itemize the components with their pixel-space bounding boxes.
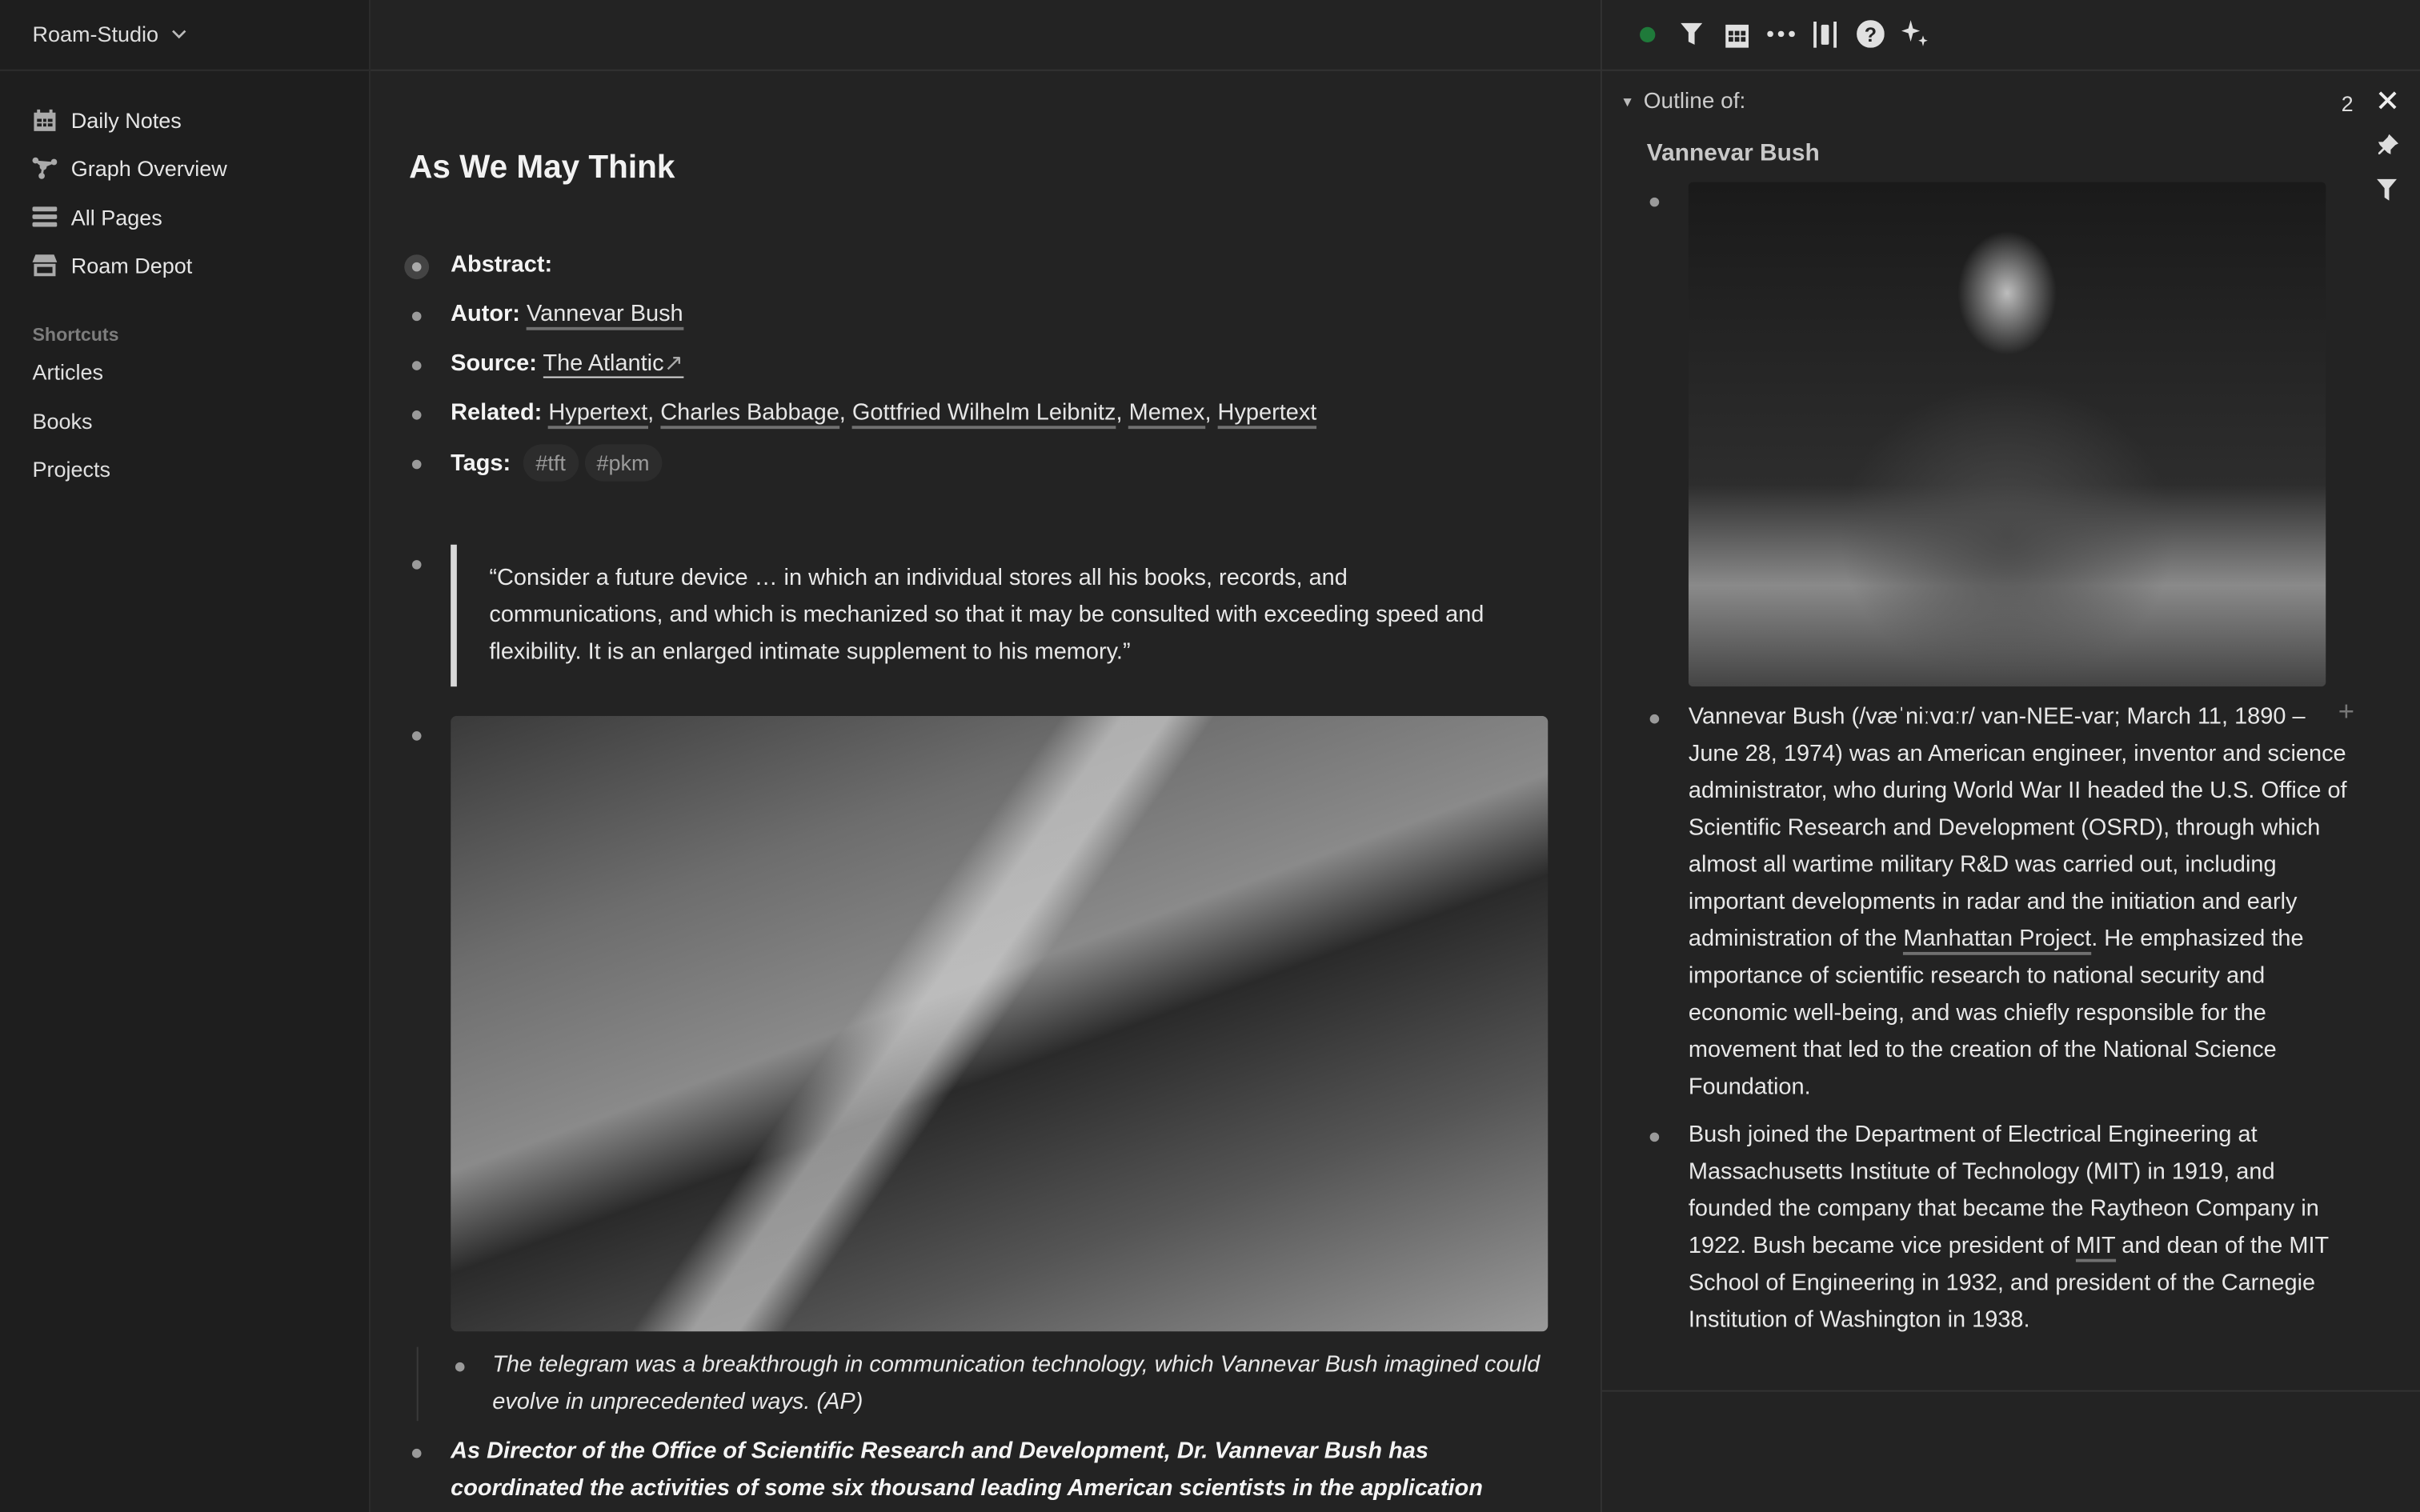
chevron-down-icon xyxy=(170,29,186,39)
bio-text xyxy=(1689,1117,2357,1339)
nav-label: All Pages xyxy=(70,205,162,230)
topbar xyxy=(371,0,2420,71)
block-quote[interactable] xyxy=(409,545,1539,686)
block-related[interactable] xyxy=(409,395,1316,432)
close-icon[interactable] xyxy=(2377,90,2398,119)
store-icon xyxy=(32,254,57,278)
bullet[interactable] xyxy=(409,1434,451,1508)
nav-label: Roam Depot xyxy=(70,253,193,278)
shortcuts-heading: Shortcuts xyxy=(32,323,119,346)
bullet[interactable] xyxy=(409,444,451,482)
list-icon xyxy=(32,205,57,230)
external-link-icon: ↗ xyxy=(663,350,683,377)
page-ref[interactable]: Memex xyxy=(1129,399,1205,429)
shortcuts-list xyxy=(32,359,110,505)
block-tags[interactable] xyxy=(409,444,662,482)
sidebar-item-graph-overview[interactable] xyxy=(32,144,226,193)
divider xyxy=(1602,1390,2420,1392)
separator: , xyxy=(839,399,852,426)
sidebar-panel-icon[interactable] xyxy=(1812,18,1840,50)
separator: , xyxy=(1204,399,1218,426)
image-caption: The telegram was a breakthrough in communication technology, which Vannevar Bush imagined could evolve in unprecedented ways. (AP) xyxy=(492,1351,1541,1415)
caret-down-icon[interactable]: ▼ xyxy=(1620,94,1635,110)
bullet[interactable] xyxy=(409,346,451,382)
left-sidebar xyxy=(0,0,371,1512)
related-label: Related: xyxy=(451,399,543,426)
tags-label: Tags: xyxy=(451,450,511,477)
right-sidebar xyxy=(1602,71,2420,1512)
calendar-icon xyxy=(32,108,57,133)
page-title[interactable]: As We May Think xyxy=(409,150,675,186)
filter-icon[interactable] xyxy=(2377,179,2398,209)
block-bio-1[interactable] xyxy=(1647,699,2357,1106)
sidebar-item-daily-notes[interactable] xyxy=(32,96,226,145)
graph-icon xyxy=(32,156,57,181)
blockquote: “Consider a future device … in which an individual stores all his books, records, and communications, and which is mechanized so that it may be consulted with exceeding speed and flexibility. It is an enlarged intimate supplement to his memory.” xyxy=(451,545,1539,686)
main-page xyxy=(371,71,1601,1512)
shortcut-projects[interactable]: Projects xyxy=(32,456,111,482)
calendar-icon[interactable] xyxy=(1722,18,1750,50)
block-autor[interactable] xyxy=(409,296,683,333)
bio-text-part: Bush joined the Department of Electrical Engineering at Massachusetts Institute of Technology (MIT) in 1919, and founded the company that became the Raytheon Company in 1922. Bush became vice president of xyxy=(1688,1122,2319,1259)
nav-label: Daily Notes xyxy=(70,107,182,133)
bio-text-part: Vannevar Bush (/væˈniːvɑːr/ van-NEE-var; March 11, 1890 – June 28, 1974) was an American engineer, inventor and science administrator, who during World War II headed the U.S. Office of Scientific Research and Development (OSRD), through which almost all wartime military R&D was carried out, including important developments in radar and the initiation and early administration of the xyxy=(1688,703,2347,952)
graph-name: Roam-Studio xyxy=(32,21,159,46)
collapsed-bullet[interactable] xyxy=(409,247,451,284)
abstract-label: Abstract: xyxy=(451,251,553,278)
sidebar-nav xyxy=(32,96,226,290)
bullet[interactable] xyxy=(1647,182,1689,687)
window-count: 2 xyxy=(2341,90,2354,116)
page-ref[interactable]: Hypertext xyxy=(548,399,647,429)
sync-status-icon[interactable] xyxy=(1633,18,1661,50)
sidebar-item-roam-depot[interactable] xyxy=(32,242,226,290)
image-caption-block[interactable] xyxy=(417,1347,1579,1422)
shortcut-books[interactable]: Books xyxy=(32,408,93,433)
separator: , xyxy=(647,399,661,426)
director-text: As Director of the Office of Scientific Research and Development, Dr. Vannevar Bush has coordinated the activities of some six thousand leading American scientists in the application xyxy=(451,1438,1483,1502)
tag-tft[interactable]: #tft xyxy=(523,444,578,481)
bullet[interactable] xyxy=(409,395,451,432)
bio-text-part: and dean of the MIT School of Engineering in 1932, and president of the Carnegie Institution of Washington in 1938. xyxy=(1688,1232,2329,1334)
outline-label: Outline of: xyxy=(1643,89,1746,114)
autor-label: Autor: xyxy=(451,301,520,327)
tag-pkm[interactable]: #pkm xyxy=(584,444,662,481)
block-director[interactable] xyxy=(409,1434,1521,1508)
separator: , xyxy=(1116,399,1129,426)
bullet[interactable] xyxy=(409,545,451,686)
page-ref-vannevar-bush[interactable]: Vannevar Bush xyxy=(527,301,683,330)
bio-text-part: . He emphasized the importance of scientific research to national security and economic well-being, and was chiefly responsible for the movement that led to the creation of the National Science Foundation. xyxy=(1688,926,2304,1101)
page-ref[interactable]: Charles Babbage xyxy=(660,399,839,429)
external-link-the-atlantic[interactable] xyxy=(543,350,683,378)
bio-text xyxy=(1689,699,2357,1106)
more-icon[interactable] xyxy=(1767,18,1795,50)
block-source[interactable] xyxy=(409,346,683,382)
page-ref-mit[interactable]: MIT xyxy=(2076,1233,2115,1262)
bullet[interactable] xyxy=(1647,1117,1689,1339)
nav-label: Graph Overview xyxy=(70,156,227,182)
help-icon[interactable] xyxy=(1857,18,1885,50)
graph-switcher[interactable] xyxy=(32,22,186,46)
block-image[interactable] xyxy=(409,716,1548,1331)
shortcut-articles[interactable]: Articles xyxy=(32,359,104,385)
block-portrait[interactable] xyxy=(1647,182,2357,687)
page-ref-manhattan-project[interactable]: Manhattan Project xyxy=(1903,926,2091,955)
bullet[interactable] xyxy=(409,716,451,1331)
filter-icon[interactable] xyxy=(1677,18,1705,50)
source-label: Source: xyxy=(451,350,537,377)
telegram-machine-image[interactable] xyxy=(451,716,1548,1331)
pin-icon[interactable] xyxy=(2377,134,2398,164)
link-text: The Atlantic xyxy=(543,350,664,377)
divider xyxy=(0,70,369,71)
vannevar-bush-portrait-image[interactable] xyxy=(1689,182,2326,687)
svg-text:?: ? xyxy=(1864,24,1877,47)
page-ref[interactable]: Hypertext xyxy=(1218,399,1317,429)
bullet[interactable] xyxy=(409,296,451,333)
block-bio-2[interactable] xyxy=(1647,1117,2357,1339)
bullet[interactable] xyxy=(452,1347,492,1422)
sparkle-icon[interactable] xyxy=(1901,18,1929,50)
outline-header[interactable] xyxy=(1621,90,1745,114)
outline-page-title[interactable]: Vannevar Bush xyxy=(1646,140,1820,167)
page-ref[interactable]: Gottfried Wilhelm Leibnitz xyxy=(852,399,1116,429)
bullet[interactable] xyxy=(1647,699,1689,1106)
sidebar-item-all-pages[interactable] xyxy=(32,193,226,242)
add-block-icon[interactable]: + xyxy=(2338,695,2355,727)
block-abstract[interactable] xyxy=(409,247,552,284)
